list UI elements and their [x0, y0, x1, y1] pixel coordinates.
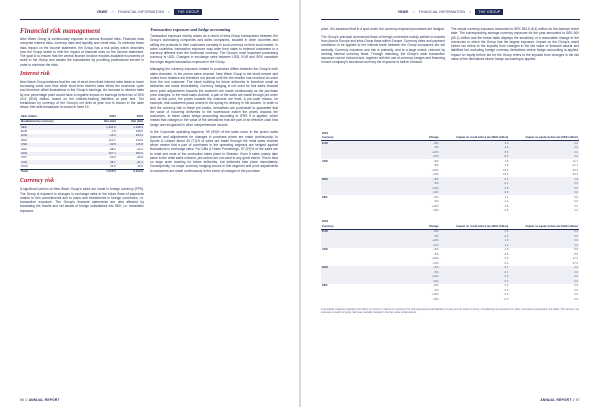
table-cell: CNY	[21, 155, 28, 160]
header-rule	[321, 19, 580, 20]
table-cell: 0.0	[574, 209, 578, 213]
table-cell: 0.0	[509, 155, 579, 160]
header-brand: VBWE	[96, 10, 108, 14]
table-cell: 0.8	[440, 186, 510, 191]
table-header: 2023	[117, 115, 144, 120]
table-cell: -11.7	[572, 164, 578, 168]
footer-title: ANNUAL REPORT	[28, 398, 60, 402]
paragraph: A significant portion of New Wave Group's sales are made in foreign currency (FPS). The Group is exposed to changes in exchange rates in the future flows of payments related to firm commitments and to loans and investments in foreign currencies, i.e. transaction exposure. The Group's financial statements are also affected by translating the results and net assets of foreign subsidiaries into SEK, i.e. translation exposure.	[20, 187, 144, 213]
table-cell: 0.0	[509, 146, 579, 151]
table-cell: -22.6	[109, 155, 116, 160]
table-cell: -5%	[433, 200, 439, 204]
table-cell: -10%	[432, 297, 439, 301]
table-cell: 0.0	[509, 150, 579, 155]
header-separator: //	[469, 10, 472, 14]
header-brand: VBWE	[397, 10, 409, 14]
table-cell: CHF	[21, 146, 27, 151]
heading-financial-risk: Financial risk management	[20, 27, 101, 35]
right-page	[301, 0, 600, 407]
table-cell: Other	[21, 164, 29, 169]
table-cell: +10%	[431, 168, 439, 172]
table-header: Breakdown by currency	[20, 119, 90, 124]
right-column-1	[321, 27, 445, 68]
heading-transaction-exposure: Transaction exposure and hedge accounting	[150, 27, 231, 32]
table-cell: +10%	[393, 275, 439, 280]
table-cell: -1.4	[503, 200, 509, 204]
table-cell: 0.4	[440, 177, 510, 182]
table-cell: +5%	[433, 195, 439, 199]
currency-sensitivity-tables	[321, 131, 579, 318]
table-cell: -17.6	[571, 261, 578, 265]
table-cell: 0.0	[574, 284, 578, 288]
right-column-2	[451, 27, 579, 65]
table-cell: 0.0	[509, 270, 579, 275]
table-row	[321, 209, 579, 214]
table-cell: NOK	[20, 134, 90, 138]
table-cell: 0.6	[504, 293, 509, 297]
table-year: 2024	[322, 131, 328, 135]
table-cell: -2.8	[503, 209, 509, 213]
table-cell	[321, 297, 393, 302]
table-cell: 0.0	[574, 200, 578, 204]
table-cell: 0.0	[574, 288, 578, 292]
page-number: 96	[20, 398, 25, 402]
table-header: SEK million	[20, 115, 90, 120]
table-cell: 8.6	[440, 150, 510, 155]
header-rule	[20, 19, 279, 20]
table-cell: 0.3	[504, 284, 509, 288]
table-cell: -10%	[393, 155, 439, 160]
header-tab[interactable]: THE GROUP	[475, 9, 503, 15]
table-cell: -1.0	[440, 243, 510, 248]
table-header: 2024	[90, 115, 117, 120]
table-cell: -0.8	[440, 191, 510, 196]
table-cell: 2.8	[504, 204, 509, 208]
table-cell: 0.0	[509, 186, 579, 191]
table-cell: 104.3	[117, 134, 144, 138]
table-cell: -2.8	[503, 252, 509, 256]
table-cell: +10%	[393, 150, 439, 155]
table-cell: 0.0	[509, 239, 579, 244]
table-cell: NOK	[321, 177, 393, 182]
table-cell: -23.4	[571, 173, 578, 177]
table-cell: +5%	[393, 141, 439, 146]
page-header	[301, 6, 600, 18]
table-header: Impact on result before tax (SEK million)	[440, 224, 510, 229]
header-section[interactable]: FINANCIAL INFORMATION	[418, 10, 466, 14]
table-cell: -15.6	[502, 173, 509, 177]
table-cell: 7.8	[504, 159, 509, 163]
table-header: Net debt	[117, 119, 144, 124]
table-cell: -0.6	[503, 297, 509, 301]
table-cell: 0.0	[509, 279, 579, 284]
table-cell: -0.1	[440, 270, 510, 275]
paragraph: The actual currency exposure amounted to SEK 354.6 (6.4) million on the balance sheet date. The corresponding average currency exposure for the year amounted to SEK 609 (60.1) million and the below table displays the sensitivity of a reasonable change in the currencies in which the Group has the largest exposure. Impact on the Group's result before tax refers to the impacts from changes in the fair value of financial assets and liabilities but excluding foreign currency derivatives where hedge accounting is applied. Impact on equity before tax for the Group refers to the impacts from changes in the fair value of the derivatives where hedge accounting is applied.	[451, 27, 579, 61]
table-cell: +5%	[433, 159, 439, 163]
table-cell: -63.5	[90, 143, 117, 147]
table-cell: SEK	[20, 125, 90, 130]
table-header: Change	[393, 224, 439, 229]
table-cell: 1,515.5	[90, 170, 117, 175]
table-cell: EUR	[321, 141, 393, 146]
table-cell: 11.7	[572, 159, 578, 163]
table-cell: 0.0	[574, 204, 578, 208]
table-header: Impact on result before tax (SEK million)	[440, 136, 510, 141]
header-tab[interactable]: THE GROUP	[174, 9, 202, 15]
table-cell: -5%	[393, 146, 439, 151]
table-year: 2023	[322, 219, 328, 223]
table-cell: +5%	[393, 266, 439, 271]
table-cell: -38.6	[109, 146, 116, 151]
table-cell: -5%	[393, 270, 439, 275]
footer-title: ANNUAL REPORT	[540, 398, 572, 402]
table-cell: NOK	[321, 266, 393, 271]
table-cell: 363.3	[117, 152, 144, 156]
page-footer	[20, 398, 60, 402]
table-cell: -31.4	[117, 160, 144, 164]
paragraph: The Group's principal commercial flows of foreign currencies mainly pertain to imports from Asia to Europe and intra-Group flows within Europe. Currency rates and payment conditions to be applied to the internal trade between the Group companies are set centrally. Currency exposure and risk is primarily, and to a large extent, reduced by working internal currency flows. Through matching, the Group's main transaction exposure can be reduced and, together with the use of currency hedges and financing in each company's functional currency the exposure is further reduced.	[321, 34, 445, 65]
table-cell: -4.3	[440, 146, 510, 151]
table-cell: SEK	[322, 284, 328, 288]
table-cell: -5%	[393, 234, 439, 239]
table-cell: 0.0	[509, 177, 579, 182]
table-cell: -20.2	[136, 146, 143, 151]
table-cell: DKK	[21, 137, 27, 142]
table-cell: 0.0	[509, 234, 579, 239]
table-cell: 0.0	[509, 191, 579, 196]
table-cell: 0.0	[574, 195, 578, 199]
left-column-1	[20, 27, 144, 216]
paragraph: Transaction exposure mainly arises as a result of intra-Group transactions between the Group's purchasing companies and sales companies, situated in other countries and selling the products to their customers normally in local currency on their local market. In some countries, transaction exposure may arise from sales to external customers in a currency different from the functional currency. The Group's most important purchasing currency is USD. Changes in exchange rates between USD, EUR and SEK constitute the single largest transaction exposure in the Group.	[150, 34, 278, 64]
table-cell: +10%	[431, 293, 439, 297]
table-cell: -10%	[432, 261, 439, 265]
table-cell: +10%	[393, 186, 439, 191]
table-cell: -0.3	[503, 288, 509, 292]
table-cell: +5%	[433, 284, 439, 288]
page-header	[0, 6, 299, 18]
table-header: Impact on equity before tax (SEK million)	[509, 136, 579, 141]
table-cell: 0.5	[440, 229, 510, 234]
table-cell: 0.0	[509, 266, 579, 271]
table-header: Currency	[321, 136, 393, 141]
left-page	[0, 0, 299, 407]
table-cell: -0.2	[440, 279, 510, 284]
table-cell: -0.4	[440, 182, 510, 187]
table-cell: +10%	[393, 239, 439, 244]
table-total-row	[20, 170, 144, 175]
table-cell: 110.7	[108, 137, 116, 142]
table-cell	[321, 209, 393, 214]
table-header: Change	[393, 136, 439, 141]
table-cell: -5%	[393, 182, 439, 187]
heading-interest-risk: Interest risk	[20, 70, 50, 77]
header-section[interactable]: FINANCIAL INFORMATION	[117, 10, 165, 14]
table-cell: +5%	[433, 248, 439, 252]
table-cell: -8.6	[440, 155, 510, 160]
sensitivity-note: A sensitivity analysis regarding the effect on income is based on exposure for financial assets and liabilities at year end for each currency, considering net exposure for other currencies presented in the table. The Group's net exposure in each currency has been partially hedged in the fair value of derivatives.	[321, 307, 579, 315]
table-cell: USD	[322, 159, 328, 163]
table-cell: 0.0	[509, 229, 579, 234]
table-cell: -5%	[433, 252, 439, 256]
table-header: Currency	[321, 224, 393, 229]
table-cell: 1.0	[440, 239, 510, 244]
table-cell: 1.4	[504, 195, 509, 199]
page-footer	[540, 398, 580, 402]
table-cell: 0.1	[440, 266, 510, 271]
table-cell: -16.3	[90, 134, 117, 138]
table-cell: -10%	[432, 209, 439, 213]
paragraph: New Wave Group is continuously exposed to various financial risks. Financial risks comprise interest risks, currency risks and liquidity and credit risks. To minimize these risks impact on the income statement, the Group has a risk policy which describes how the Group seeks to limit the impact of financial risks on the income statement. The goal is to ensure that the central finance function exploits available economies of scale in the Group and assists the subsidiaries by providing professional service in order to minimize the risks.	[20, 37, 144, 67]
table-cell: 5.6	[504, 257, 509, 261]
heading-currency-risk: Currency risk	[20, 178, 55, 185]
table-header: Net debt	[90, 119, 117, 124]
table-cell: 48.7	[90, 160, 117, 164]
table-cell: +10%	[431, 204, 439, 208]
table-cell: 2,153.9	[117, 170, 144, 175]
paragraph: price. It is assessed that in a spot-order, the currency-exposed purchases are hedged.	[321, 27, 445, 31]
table-header: Impact on equity before tax (SEK million)	[509, 224, 579, 229]
header-separator: //	[412, 10, 415, 14]
table-cell: 0.0	[574, 297, 578, 301]
table-cell: 15.6	[503, 168, 509, 172]
footer-separator: //	[572, 398, 575, 402]
sensitivity-table-2024	[321, 131, 579, 213]
footer-separator: //	[25, 398, 28, 402]
table-cell: 17.6	[572, 257, 578, 261]
table-cell: -0.5	[440, 234, 510, 239]
table-cell: +5%	[393, 177, 439, 182]
left-column-2	[150, 27, 278, 176]
table-cell: 0.0	[574, 293, 578, 297]
table-cell: -10%	[393, 243, 439, 248]
table-cell: +5%	[393, 229, 439, 234]
table-cell: EUR	[321, 229, 393, 234]
table-cell: -5.6	[503, 261, 509, 265]
table-cell: -10%	[432, 173, 439, 177]
table-cell: -7.8	[503, 164, 509, 168]
table-cell: CAD	[20, 160, 90, 164]
table-cell: 0.0	[509, 275, 579, 280]
table-cell: 0.2	[440, 275, 510, 280]
table-cell: -7.5	[110, 129, 116, 134]
table-cell: -5%	[433, 288, 439, 292]
table-cell: 144.6	[135, 137, 143, 142]
header-separator: //	[168, 10, 171, 14]
table-cell: -5%	[433, 164, 439, 168]
table-cell: -10%	[393, 191, 439, 196]
table-cell: EUR	[21, 129, 28, 134]
table-cell: 238.5	[135, 129, 143, 134]
table-cell: -8.8	[573, 252, 578, 256]
table-cell: 115.8	[117, 143, 144, 147]
paragraph: In the Corporate operating segment, 99 (99)% of the sales occur in the promo sales channel and adjustments for changes in purchase prices are made continuously. In Sports & Leisure about 49 (71)% of sales are made through the retail sales channel which means that a part of purchases in the operating segment are hedged against fluctuations in exchange rates. For Gifts & Home Furnishings, 97 (97)% of the sales are to retail and most of the production takes place in Sweden. Even if sales mainly take place to the retail sales channel, pre-orders are not used to any great extent. This is thus no large order backlog for future deliveries, but deliveries take place immediately. Consequently, no major currency hedging occurs in this segment and price adjustments to customers are made continuously in the event of changes in the purchase	[150, 130, 278, 173]
table-cell: 24.8	[110, 164, 116, 169]
table-cell: -30.8	[136, 155, 143, 160]
table-cell: 1,364.0	[90, 125, 117, 130]
table-cell: 0.0	[509, 243, 579, 248]
table-cell: 107.1	[90, 152, 117, 156]
table-cell: 1,198.4	[117, 125, 144, 130]
table-cell: USD	[322, 248, 328, 252]
table-cell: Total	[20, 170, 90, 175]
table-cell: 8.8	[574, 248, 578, 252]
table-cell: SEK	[322, 195, 328, 199]
table-cell: 33.6	[137, 164, 143, 169]
paragraph: New Wave Group believes that the use of short-term fixed interest rates leads to lower borrowing costs over time while short-term interest rates follow the economic cycle and therefore offset fluctuations in the Group's earnings. An increase in interest rates by one percentage point would have a negative impact on earnings before tax of SEK 24.5 (30.8) million, based on the interest-bearing liabilities at year end. The breakdown by currency of the Group's net debt at year end is shown in the table below. Net debt breakdown is shown in Note 19.	[20, 79, 144, 110]
table-cell: 4.3	[440, 141, 510, 146]
net-debt-table	[20, 115, 144, 175]
table-row	[321, 297, 579, 302]
table-cell: USD	[20, 143, 90, 147]
page-number: 97	[575, 398, 580, 402]
table-cell: 0.0	[509, 182, 579, 187]
table-cell: -10%	[393, 279, 439, 284]
sensitivity-table-2023	[321, 219, 579, 301]
paragraph: Managing the currency exposure related to purchases differs between the Group's both sales channels. In the promo sales channel, New Wave Group is the stock keeper and orders from retailers are therefore not placed until the the reseller has received an order from the end customer. The stock building for future deliveries is therefore small as deliveries are made immediately. Currency hedging is not used for this sales channel since price adjustments towards the customer are made continuously as the purchase price changes. In the retail sales channel, a part of the sales are made through pre-order and, at this point, the prices towards the customer are fixed. A pre-order means, for example, that customers place orders in the spring for delivery in the autumn. In order to limit the currency risk in these pre-orders, derivatives are purchased to guarantee that the value of incoming deliveries to the warehouse match the prices towards the customers. In these cases hedge accounting according to IFRS 9 is applied, which means that changes in the value of the derivatives that are part of an effective cash flow hedge are recognized in other comprehensive income.	[150, 67, 278, 127]
table-cell: 23.4	[572, 168, 578, 172]
header-separator: //	[111, 10, 114, 14]
table-cell: 0.0	[509, 141, 579, 146]
table-cell: +10%	[431, 257, 439, 261]
table-cell: 2.8	[504, 248, 509, 252]
table-cell: HKD	[20, 152, 90, 156]
